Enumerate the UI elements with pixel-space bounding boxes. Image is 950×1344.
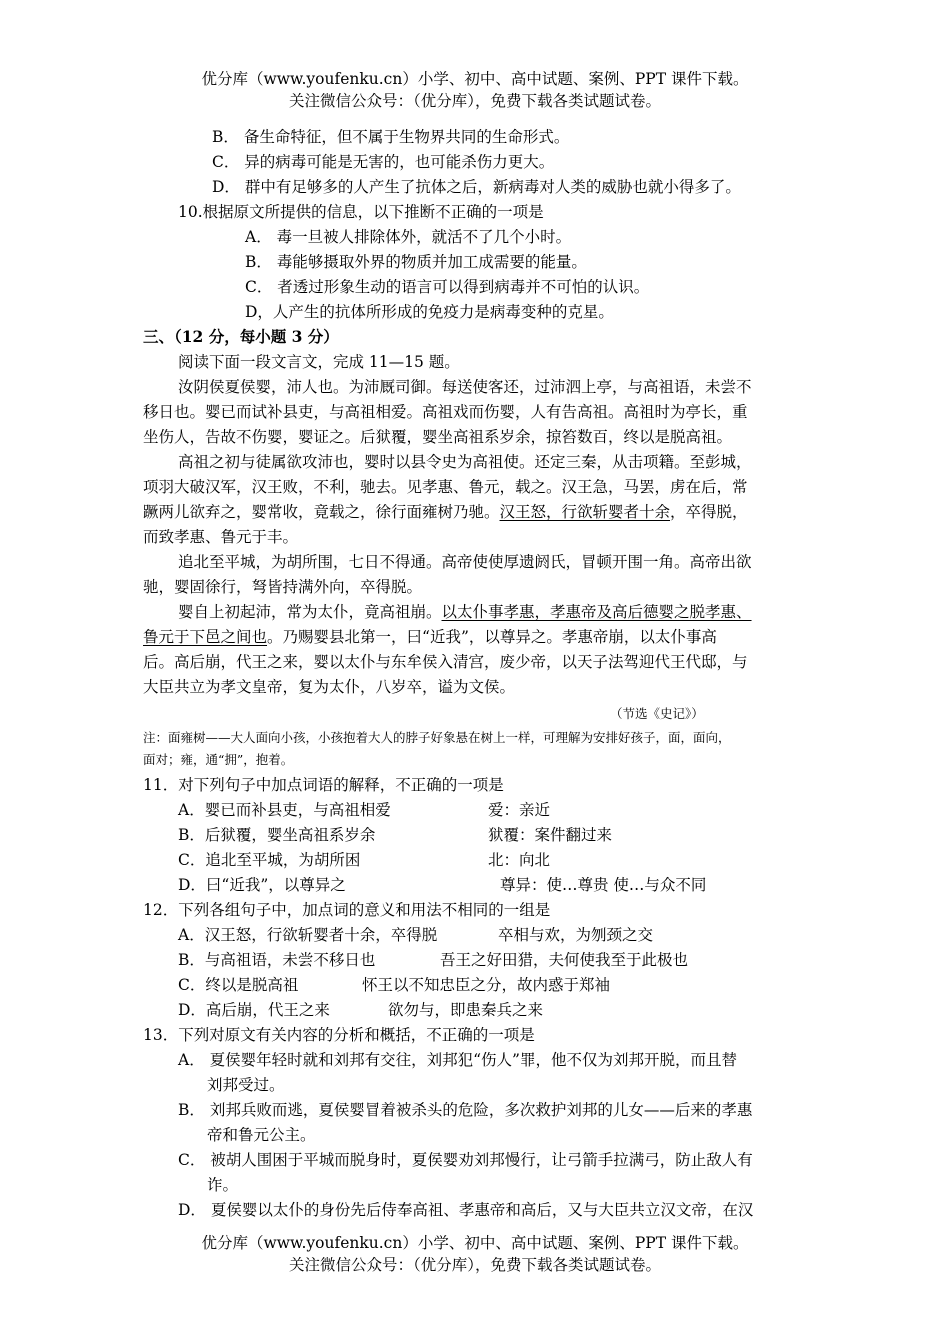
q13-option-b-cont: 帝和鲁元公主。	[207, 1126, 316, 1144]
passage-line: 移日也。婴已而试补县吏，与高祖相爱。高祖戏而伤婴，人有告高祖。高祖时为亭长，重	[143, 403, 748, 421]
q11-stem: 11．对下列句子中加点词语的解释，不正确的一项是	[143, 776, 504, 794]
q12-option-a: A．汉王怒，行欲斩婴者十余，卒得脱	[178, 926, 438, 944]
q10-option-a: A． 毒一旦被人排除体外，就活不了几个小时。	[245, 228, 572, 246]
passage-line: 坐伤人，告故不伤婴，婴证之。后狱覆，婴坐高祖系岁余，掠笞数百，终以是脱高祖。	[143, 428, 733, 446]
q11-option-b-gloss: 狱覆：案件翻过来	[488, 826, 613, 844]
q10-option-d: D，人产生的抗体所形成的免疫力是病毒变种的克星。	[245, 303, 614, 321]
q11-option-c-gloss: 北：向北	[488, 851, 551, 869]
q11-option-c: C．追北至平城，为胡所困	[178, 851, 361, 869]
q13-stem: 13．下列对原文有关内容的分析和概括，不正确的一项是	[143, 1026, 535, 1044]
q12-option-d-compare: 欲勿与，即患秦兵之来	[388, 1001, 544, 1019]
passage-line: 汝阴侯夏侯婴，沛人也。为沛厩司御。每送使客还，过沛泗上亭，与高祖语，未尝不	[178, 378, 752, 396]
q13-option-d: D． 夏侯婴以太仆的身份先后侍奉高祖、孝惠帝和高后，又与大臣共立汉文帝，在汉	[178, 1201, 754, 1219]
underlined-sentence: 汉王怒，行欲斩婴者十余	[499, 503, 671, 521]
annotation-note: 面对；雍，通“拥”，抱着。	[143, 752, 294, 767]
q9-option-c: C． 异的病毒可能是无害的，也可能杀伤力更大。	[212, 153, 555, 171]
passage-line	[178, 601, 752, 623]
q12-option-d: D．高后崩，代王之来	[178, 1001, 330, 1019]
passage-line: 而致孝惠、鲁元于丰。	[143, 528, 299, 546]
q11-option-a: A．婴已而补县吏，与高祖相爱	[178, 801, 391, 819]
page-header-line-2: 关注微信公众号：（优分库），免费下载各类试题试卷。	[288, 92, 661, 110]
passage-line: 项羽大破汉军，汉王败，不利，驰去。见孝惠、鲁元，载之。汉王急，马罢，虏在后，常	[143, 478, 748, 496]
passage-line: 驰，婴固徐行，弩皆持满外向，卒得脱。	[143, 578, 423, 596]
annotation-note: 注：面雍树——大人面向小孩，小孩抱着大人的脖子好象悬在树上一样，可理解为安排好孩子，面，面向，	[143, 730, 731, 745]
underlined-sentence: 以太仆事孝惠，孝惠帝及高后德婴之脱孝惠、	[441, 603, 752, 621]
q13-option-c: C． 被胡人围困于平城而脱身时，夏侯婴劝刘邦慢行，让弓箭手拉满弓，防止敌人有	[178, 1151, 753, 1169]
passage-line: 追北至平城，为胡所围，七日不得通。高帝使使厚遗阏氏，冒顿开围一角。高帝出欲	[178, 553, 752, 571]
q12-option-b-compare: 吾王之好田猎，夫何使我至于此极也	[440, 951, 689, 969]
passage-line	[143, 626, 717, 648]
q11-option-d-gloss: 尊异：使…尊贵 使…与众不同	[500, 876, 707, 894]
q10-stem: 10.根据原文所提供的信息，以下推断不正确的一项是	[178, 203, 544, 221]
passage-text: 。乃赐婴县北第一，曰“近我”，以尊异之。孝惠帝崩，以太仆事高	[267, 628, 717, 646]
q12-stem: 12．下列各组句子中，加点词的意义和用法不相同的一组是	[143, 901, 551, 919]
page-footer-line-1: 优分库（www.youfenku.cn）小学、初中、高中试题、案例、PPT 课件下载。	[201, 1234, 749, 1252]
q13-option-a: A． 夏侯婴年轻时就和刘邦有交往，刘邦犯“伤人”罪，他不仅为刘邦开脱，而且替	[178, 1051, 737, 1069]
q13-option-c-cont: 诈。	[207, 1176, 239, 1194]
passage-text: ，卒得脱，	[670, 503, 748, 521]
q11-option-a-gloss: 爱：亲近	[488, 801, 551, 819]
q11-option-d: D．曰“近我”，以尊异之	[178, 876, 346, 894]
q12-option-a-compare: 卒相与欢，为刎颈之交	[498, 926, 654, 944]
q12-option-c-compare: 怀王以不知忠臣之分，故内惑于郑袖	[362, 976, 611, 994]
underlined-sentence: 鲁元于下邑之间也	[143, 628, 268, 646]
q12-option-c: C．终以是脱高祖	[178, 976, 299, 994]
passage-line: 高祖之初与徒属欲攻沛也，婴时以县令史为高祖使。还定三秦，从击项籍。至彭城，	[178, 453, 752, 471]
passage-line: 大臣共立为孝文皇帝，复为太仆，八岁卒，谥为文侯。	[143, 678, 516, 696]
q12-option-b: B．与高祖语，未尝不移日也	[178, 951, 376, 969]
page-header-line-1: 优分库（www.youfenku.cn）小学、初中、高中试题、案例、PPT 课件下载。	[201, 70, 749, 88]
q9-option-b: B． 备生命特征，但不属于生物界共同的生命形式。	[212, 128, 570, 146]
passage-line	[143, 501, 748, 523]
section-intro: 阅读下面一段文言文，完成 11—15 题。	[178, 353, 460, 371]
passage-text: 婴自上初起沛，常为太仆，竟高祖崩。	[178, 603, 442, 621]
section-title: 三、（12 分，每小题 3 分）	[143, 327, 339, 346]
source-citation: （节选《史记》）	[610, 706, 704, 721]
q11-option-b: B．后狱覆，婴坐高祖系岁余	[178, 826, 376, 844]
q13-option-b: B． 刘邦兵败而逃，夏侯婴冒着被杀头的危险，多次救护刘邦的儿女——后来的孝惠	[178, 1101, 753, 1119]
page-footer-line-2: 关注微信公众号：（优分库），免费下载各类试题试卷。	[288, 1256, 661, 1274]
q13-option-a-cont: 刘邦受过。	[207, 1076, 285, 1094]
q9-option-d: D． 群中有足够多的人产生了抗体之后，新病毒对人类的威胁也就小得多了。	[212, 178, 741, 196]
passage-line: 后。高后崩，代王之来，婴以太仆与东牟侯入清宫，废少帝，以天子法驾迎代王代邸，与	[143, 653, 748, 671]
q10-option-c: C． 者透过形象生动的语言可以得到病毒并不可怕的认识。	[245, 278, 650, 296]
q10-option-b: B． 毒能够摄取外界的物质并加工成需要的能量。	[245, 253, 587, 271]
passage-text: 蹶两儿欲弃之，婴常收，竟载之，徐行面雍树乃驰。	[143, 503, 500, 521]
